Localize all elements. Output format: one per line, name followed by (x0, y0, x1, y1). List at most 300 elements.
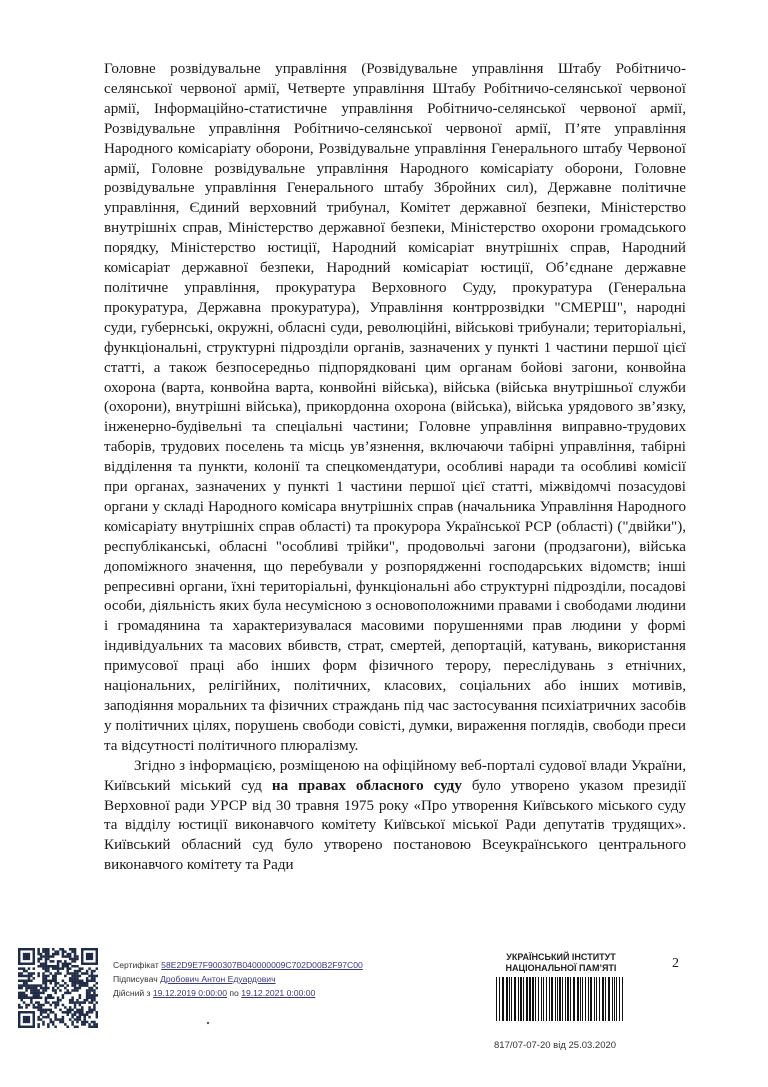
qr-module (42, 967, 45, 970)
qr-module (37, 958, 40, 961)
qr-module (69, 955, 72, 958)
qr-module (88, 1026, 91, 1028)
barcode-bar (532, 977, 534, 1021)
qr-module (71, 1009, 74, 1012)
qr-module (86, 996, 89, 999)
qr-module (47, 1016, 50, 1019)
qr-module (52, 948, 55, 951)
qr-module (57, 1001, 60, 1004)
qr-module (71, 1021, 74, 1024)
qr-module (50, 1011, 53, 1014)
qr-module (45, 970, 48, 973)
qr-module (81, 1011, 84, 1014)
qr-module (64, 960, 67, 963)
qr-module (50, 982, 53, 985)
qr-module (57, 970, 60, 973)
qr-module (40, 987, 43, 990)
qr-module (91, 996, 94, 999)
qr-module (40, 984, 43, 987)
certificate-line (113, 958, 363, 972)
qr-module (64, 987, 67, 990)
qr-module (71, 958, 74, 961)
qr-module (37, 960, 40, 963)
barcode-bar (557, 977, 558, 1021)
qr-module (20, 980, 23, 983)
qr-module (52, 960, 55, 963)
qr-module (47, 1001, 50, 1004)
qr-module (25, 987, 28, 990)
qr-module (79, 1001, 82, 1004)
qr-module (88, 1001, 91, 1004)
validity-line (113, 986, 363, 1000)
qr-module (57, 999, 60, 1002)
qr-module (50, 994, 53, 997)
qr-module (91, 1026, 94, 1028)
qr-module (62, 965, 65, 968)
qr-module (79, 1009, 82, 1012)
qr-module (66, 1026, 69, 1028)
qr-module (91, 980, 94, 983)
qr-module (79, 982, 82, 985)
qr-module (35, 989, 38, 992)
qr-module (45, 953, 48, 956)
barcode-bar (608, 977, 610, 1021)
qr-module (52, 965, 55, 968)
qr-module (81, 967, 84, 970)
qr-module (47, 1026, 50, 1028)
qr-module (93, 1023, 96, 1026)
qr-module (45, 977, 48, 980)
qr-module (50, 1018, 53, 1021)
qr-module (45, 958, 48, 961)
qr-module (71, 999, 74, 1002)
barcode-bar (619, 977, 620, 1021)
qr-module (88, 987, 91, 990)
qr-module (83, 982, 86, 985)
qr-module (91, 1011, 94, 1014)
qr-module (88, 994, 91, 997)
qr-module (93, 970, 96, 973)
qr-module (93, 980, 96, 983)
qr-module (52, 953, 55, 956)
qr-module (30, 980, 33, 983)
qr-module (33, 994, 36, 997)
qr-module (20, 987, 23, 990)
qr-module (88, 992, 91, 995)
qr-module (52, 996, 55, 999)
qr-module (30, 975, 33, 978)
qr-module (74, 1011, 77, 1014)
qr-module (45, 987, 48, 990)
paragraph2-text-start: Згідно з інформацією, розміщеною на офіційному веб-порталі судової влади України, Київський міський суд (104, 757, 686, 794)
qr-module (42, 955, 45, 958)
qr-module (66, 970, 69, 973)
qr-module (42, 965, 45, 968)
qr-module (28, 1004, 31, 1007)
qr-module (74, 970, 77, 973)
qr-module (62, 1021, 65, 1024)
qr-module (33, 1006, 36, 1009)
barcode-bar (590, 977, 592, 1021)
qr-module (74, 1013, 77, 1016)
qr-module (47, 948, 50, 951)
barcode-bar (582, 977, 583, 1021)
qr-module (96, 1016, 98, 1019)
qr-module (79, 1004, 82, 1007)
qr-module (93, 984, 96, 987)
barcode-bar (502, 977, 504, 1021)
qr-module (54, 953, 57, 956)
qr-module (93, 996, 96, 999)
qr-module (30, 992, 33, 995)
qr-module (54, 965, 57, 968)
barcode-bar (602, 977, 604, 1021)
qr-module (47, 975, 50, 978)
qr-module (86, 992, 89, 995)
qr-module (20, 994, 23, 997)
qr-module (40, 1018, 43, 1021)
qr-module (79, 967, 82, 970)
qr-module (42, 992, 45, 995)
certificate-label: Сертифікат (113, 960, 159, 970)
qr-module (35, 994, 38, 997)
qr-module (93, 999, 96, 1002)
qr-module (71, 965, 74, 968)
qr-module (91, 989, 94, 992)
qr-module (86, 1013, 89, 1016)
qr-module (37, 965, 40, 968)
qr-module (52, 987, 55, 990)
qr-module (52, 977, 55, 980)
qr-module (76, 1016, 79, 1019)
qr-module (88, 980, 91, 983)
qr-module (18, 987, 21, 990)
qr-module (18, 984, 21, 987)
qr-module (20, 999, 23, 1002)
qr-module (71, 960, 74, 963)
qr-module (74, 972, 77, 975)
barcode-bar (562, 977, 563, 1021)
qr-module (52, 955, 55, 958)
qr-module (96, 1001, 98, 1004)
qr-module (30, 996, 33, 999)
qr-module (57, 972, 60, 975)
qr-module (52, 1001, 55, 1004)
qr-module (37, 950, 40, 953)
barcode-bar (614, 977, 615, 1021)
qr-module (28, 980, 31, 983)
qr-module (71, 1001, 74, 1004)
qr-module (93, 1021, 96, 1024)
qr-module (76, 999, 79, 1002)
qr-module (66, 1009, 69, 1012)
qr-module (37, 1016, 40, 1019)
qr-module (81, 984, 84, 987)
qr-module (66, 965, 69, 968)
qr-module (69, 958, 72, 961)
qr-module (79, 1013, 82, 1016)
qr-module (23, 980, 26, 983)
qr-module (62, 955, 65, 958)
barcode-bar (529, 977, 531, 1021)
qr-module (66, 953, 69, 956)
qr-module (54, 1018, 57, 1021)
qr-module (91, 1021, 94, 1024)
qr-module (42, 963, 45, 966)
valid-from-label: Дійсний з (113, 988, 151, 998)
qr-module (47, 987, 50, 990)
qr-module (96, 967, 98, 970)
qr-module (74, 958, 77, 961)
barcode-bar (580, 977, 581, 1021)
qr-module (30, 987, 33, 990)
qr-module (42, 1016, 45, 1019)
qr-module (45, 999, 48, 1002)
qr-module (83, 1021, 86, 1024)
qr-module (71, 996, 74, 999)
qr-module (76, 1009, 79, 1012)
qr-module (86, 972, 89, 975)
qr-module (62, 1018, 65, 1021)
qr-module (71, 972, 74, 975)
valid-to-value: 19.12.2021 0:00:00 (241, 988, 316, 998)
qr-module (86, 982, 89, 985)
qr-module (66, 984, 69, 987)
qr-module (47, 1023, 50, 1026)
barcode-bar (599, 977, 600, 1021)
qr-module (91, 994, 94, 997)
qr-module (74, 984, 77, 987)
qr-module (64, 1023, 67, 1026)
qr-module (88, 975, 91, 978)
registration-number: 817/07-07-20 від 25.03.2020 (494, 1040, 617, 1051)
qr-module (42, 975, 45, 978)
qr-module (37, 948, 40, 951)
qr-module (28, 975, 31, 978)
qr-module (96, 1023, 98, 1026)
qr-module (74, 953, 77, 956)
qr-module (79, 980, 82, 983)
qr-module (42, 950, 45, 953)
qr-module (20, 984, 23, 987)
qr-module (59, 1018, 62, 1021)
qr-module (25, 989, 28, 992)
qr-module (25, 996, 28, 999)
qr-module (76, 987, 79, 990)
qr-module (93, 994, 96, 997)
qr-module (71, 989, 74, 992)
qr-module (50, 960, 53, 963)
signer-line (113, 972, 363, 986)
qr-module (47, 967, 50, 970)
qr-module (74, 1004, 77, 1007)
valid-to-label: по (229, 988, 239, 998)
qr-module (23, 994, 26, 997)
qr-module (42, 989, 45, 992)
qr-module (66, 989, 69, 992)
qr-module (93, 975, 96, 978)
qr-module (57, 1004, 60, 1007)
qr-module (37, 1004, 40, 1007)
qr-module (59, 967, 62, 970)
qr-module (45, 980, 48, 983)
qr-module (62, 963, 65, 966)
qr-module (86, 977, 89, 980)
qr-module (86, 999, 89, 1002)
qr-module (81, 1013, 84, 1016)
qr-module (93, 1009, 96, 1012)
qr-module (62, 996, 65, 999)
qr-finder (23, 1016, 30, 1023)
qr-module (30, 1001, 33, 1004)
qr-module (37, 953, 40, 956)
qr-module (40, 1013, 43, 1016)
qr-module (50, 996, 53, 999)
qr-module (52, 980, 55, 983)
qr-module (18, 1006, 21, 1009)
qr-module (23, 1001, 26, 1004)
qr-module (35, 987, 38, 990)
qr-module (74, 982, 77, 985)
qr-module (76, 982, 79, 985)
qr-module (57, 987, 60, 990)
qr-module (25, 1004, 28, 1007)
qr-module (40, 1009, 43, 1012)
qr-module (81, 1001, 84, 1004)
qr-module (96, 982, 98, 985)
qr-module (79, 1016, 82, 1019)
qr-module (40, 965, 43, 968)
qr-module (50, 965, 53, 968)
qr-module (74, 980, 77, 983)
qr-module (71, 950, 74, 953)
qr-module (76, 965, 79, 968)
qr-module (81, 1023, 84, 1026)
qr-module (35, 992, 38, 995)
qr-finder (23, 953, 30, 960)
qr-module (83, 1023, 86, 1026)
qr-module (52, 1021, 55, 1024)
qr-module (18, 967, 21, 970)
qr-module (76, 955, 79, 958)
qr-module (30, 989, 33, 992)
qr-module (45, 984, 48, 987)
qr-module (79, 994, 82, 997)
qr-module (79, 984, 82, 987)
qr-module (71, 977, 74, 980)
qr-module (69, 948, 72, 951)
barcode-bar (551, 977, 553, 1021)
valid-from-value: 19.12.2019 0:00:00 (152, 988, 227, 998)
qr-module (42, 1011, 45, 1014)
qr-module (69, 1009, 72, 1012)
qr-module (47, 994, 50, 997)
qr-module (40, 958, 43, 961)
barcode-bar (555, 977, 556, 1021)
qr-module (37, 989, 40, 992)
qr-module (47, 965, 50, 968)
paragraph2-text-end: було утворено указом президії Верховної ради УРСР від 30 травня 1975 року «Про утворення Київського міського суду та відділу юстиції виконавчого комітету Київської міської Ради депутатів трудящих». Київський обласний суд було утворено постановою Всеукраїнського центрального виконавчого комітету та Ради (104, 777, 686, 874)
qr-module (45, 948, 48, 951)
qr-module (66, 955, 69, 958)
qr-module (57, 960, 60, 963)
barcode-bar (549, 977, 550, 1021)
qr-code (18, 948, 98, 1028)
qr-module (74, 965, 77, 968)
qr-finder (86, 953, 93, 960)
qr-module (23, 975, 26, 978)
qr-module (25, 982, 28, 985)
qr-module (28, 987, 31, 990)
qr-module (50, 1004, 53, 1007)
barcode-bar (622, 977, 623, 1021)
qr-module (86, 989, 89, 992)
qr-module (96, 994, 98, 997)
qr-module (59, 948, 62, 951)
qr-module (86, 984, 89, 987)
qr-module (18, 994, 21, 997)
qr-module (96, 975, 98, 978)
qr-module (18, 980, 21, 983)
qr-module (47, 996, 50, 999)
qr-module (50, 1021, 53, 1024)
qr-module (69, 1001, 72, 1004)
qr-module (74, 1026, 77, 1028)
qr-module (35, 984, 38, 987)
qr-module (96, 1013, 98, 1016)
barcode-bar (523, 977, 524, 1021)
qr-module (30, 984, 33, 987)
qr-module (37, 1006, 40, 1009)
signer-value: Дробович Антон Едуардович (160, 974, 276, 984)
qr-module (74, 977, 77, 980)
qr-module (54, 982, 57, 985)
qr-module (74, 1018, 77, 1021)
qr-module (74, 975, 77, 978)
qr-module (69, 953, 72, 956)
qr-module (37, 1001, 40, 1004)
qr-module (83, 1013, 86, 1016)
qr-module (50, 1009, 53, 1012)
qr-module (59, 984, 62, 987)
qr-module (57, 963, 60, 966)
qr-module (45, 996, 48, 999)
qr-module (64, 975, 67, 978)
qr-module (45, 955, 48, 958)
qr-module (45, 989, 48, 992)
qr-module (57, 965, 60, 968)
qr-module (37, 1023, 40, 1026)
qr-module (47, 953, 50, 956)
qr-module (91, 977, 94, 980)
qr-module (37, 975, 40, 978)
qr-module (25, 975, 28, 978)
qr-module (37, 972, 40, 975)
qr-module (76, 975, 79, 978)
qr-module (47, 1013, 50, 1016)
barcode-bar (535, 977, 536, 1021)
certificate-block (113, 958, 363, 1000)
qr-module (71, 980, 74, 983)
qr-module (64, 1006, 67, 1009)
qr-module (79, 1018, 82, 1021)
qr-module (40, 1006, 43, 1009)
qr-module (50, 955, 53, 958)
qr-module (47, 955, 50, 958)
qr-module (66, 1013, 69, 1016)
qr-module (20, 1006, 23, 1009)
qr-module (64, 965, 67, 968)
